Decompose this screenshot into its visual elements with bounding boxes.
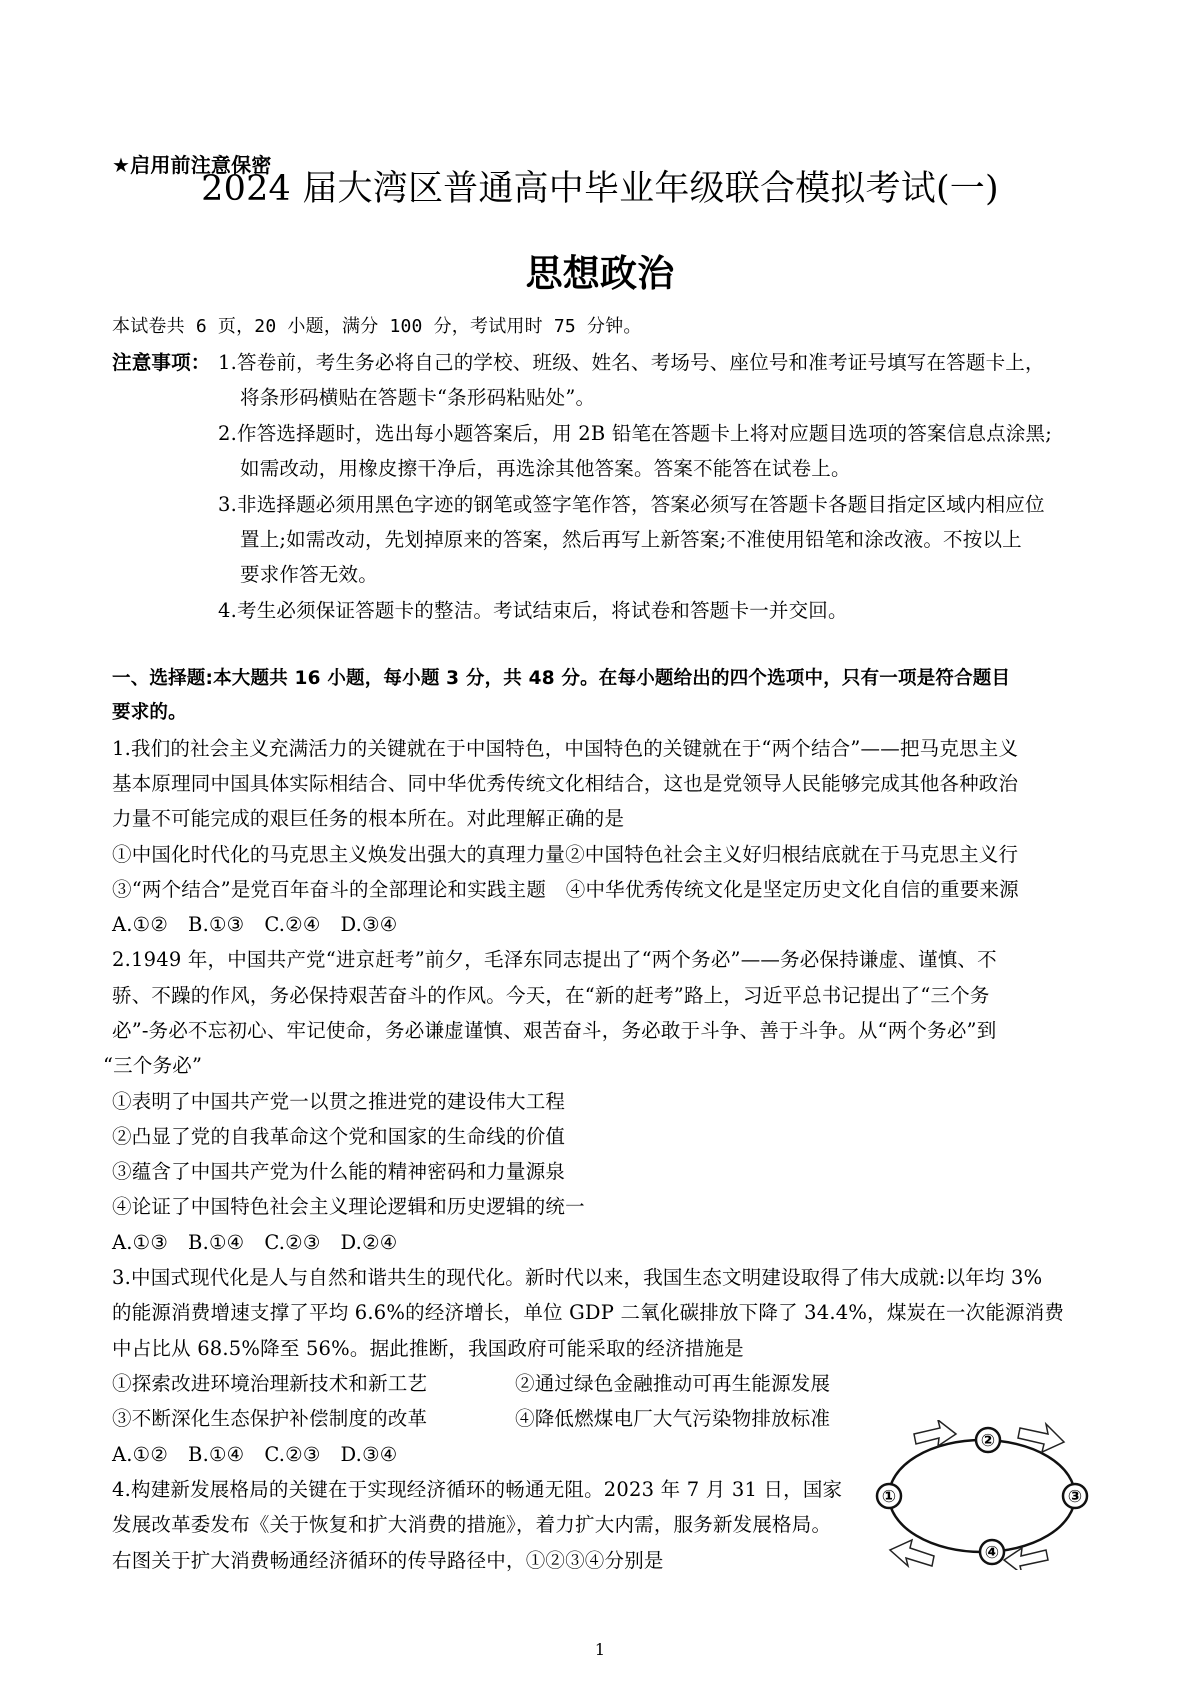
question-4-line: 右图关于扩大消费畅通经济循环的传导路径中，①②③④分别是 [112, 1549, 664, 1572]
answer-choice: C.②③ [264, 1443, 321, 1466]
page-number: 1 [594, 1640, 606, 1659]
question-2-option: ③蕴含了中国共产党为什么能的精神密码和力量源泉 [112, 1160, 566, 1183]
question-3-option: ①探索改进环境治理新技术和新工艺 [112, 1372, 428, 1395]
question-2-option: ④论证了中国特色社会主义理论逻辑和历史逻辑的统一 [112, 1195, 585, 1218]
node-3-label: ③ [1067, 1487, 1083, 1507]
cycle-ellipse [889, 1440, 1075, 1552]
question-1-option: ①中国化时代化的马克思主义焕发出强大的真理力量②中国特色社会主义好归根结底就在于马克思主义行 [112, 843, 1019, 866]
question-4-line: 4.构建新发展格局的关键在于实现经济循环的畅通无阻。2023 年 7 月 31 日，国家 [112, 1478, 843, 1501]
question-1-option: ③“两个结合”是党百年奋斗的全部理论和实践主题 ④中华优秀传统文化是坚定历史文化自信的重要来源 [112, 878, 1019, 901]
answer-choice: B.①④ [188, 1231, 245, 1254]
question-3-line: 的能源消费增速支撑了平均 6.6%的经济增长，单位 GDP 二氧化碳排放下降了 34.4%，煤炭在一次能源消费 [112, 1301, 1065, 1324]
circulation-diagram [870, 1420, 1100, 1570]
section-heading: 一、选择题:本大题共 16 小题，每小题 3 分，共 48 分。在每小题给出的四个选项中，只有一项是符合题目 [112, 668, 1011, 689]
arrow-icon [890, 1540, 934, 1566]
answer-choice: C.②③ [264, 1231, 321, 1254]
question-2-line: 必”-务必不忘初心、牢记使命，务必谦虚谨慎、艰苦奋斗，务必敢于斗争、善于斗争。从“两个务必”到 [112, 1019, 997, 1042]
question-1-line: 基本原理同中国具体实际相结合、同中华优秀传统文化相结合，这也是党领导人民能够完成其他各种政治 [112, 772, 1019, 795]
question-3-answers [112, 1442, 397, 1468]
note-line: 4.考生必须保证答题卡的整洁。考试结束后，将试卷和答题卡一并交回。 [218, 599, 848, 622]
question-4-line: 发展改革委发布《关于恢复和扩大消费的措施》，着力扩大内需，服务新发展格局。 [112, 1513, 832, 1536]
question-3-option: ④降低燃煤电厂大气污染物排放标准 [515, 1407, 831, 1430]
note-line: 1.答卷前，考生务必将自己的学校、班级、姓名、考场号、座位号和准考证号填写在答题卡上， [218, 351, 1045, 374]
node-2-label: ② [980, 1431, 996, 1451]
notes-label: 注意事项： [112, 351, 211, 374]
note-line: 3.非选择题必须用黑色字迹的钢笔或签字笔作答，答案必须写在答题卡各题目指定区域内相应位 [218, 493, 1045, 516]
answer-choice: D.③④ [340, 1443, 398, 1466]
answer-choice: A.①③ [112, 1231, 169, 1254]
node-1-label: ① [881, 1487, 897, 1507]
note-line: 要求作答无效。 [240, 563, 378, 586]
question-3-line: 3.中国式现代化是人与自然和谐共生的现代化。新时代以来，我国生态文明建设取得了伟大成就:以年均 3% [112, 1266, 1043, 1289]
question-2-line: “三个务必” [103, 1054, 203, 1077]
question-2-answers [112, 1230, 397, 1256]
answer-choice: A.①② [112, 913, 169, 936]
confidential-label: ★启用前注意保密 [112, 153, 272, 177]
arrow-icon [1018, 1424, 1064, 1452]
question-3-option: ②通过绿色金融推动可再生能源发展 [515, 1372, 831, 1395]
node-4-label: ④ [984, 1543, 1000, 1563]
answer-choice: C.②④ [264, 913, 321, 936]
question-1-answers [112, 912, 397, 938]
note-line: 置上;如需改动，先划掉原来的答案，然后再写上新答案;不准使用铅笔和涂改液。不按以上 [240, 528, 1022, 551]
question-2-line: 2.1949 年，中国共产党“进京赶考”前夕，毛泽东同志提出了“两个务必”——务必保持谦虚、谨慎、不 [112, 948, 997, 971]
answer-choice: D.③④ [340, 913, 398, 936]
arrow-icon [1004, 1548, 1048, 1570]
note-line: 如需改动，用橡皮擦干净后，再选涂其他答案。答案不能答在试卷上。 [240, 457, 851, 480]
question-2-line: 骄、不躁的作风，务必保持艰苦奋斗的作风。今天，在“新的赶考”路上，习近平总书记提出了“三个务 [112, 984, 990, 1007]
question-2-option: ②凸显了党的自我革命这个党和国家的生命线的价值 [112, 1125, 566, 1148]
answer-choice: D.②④ [340, 1231, 398, 1254]
subject-title: 思想政治 [525, 252, 675, 295]
question-2-option: ①表明了中国共产党一以贯之推进党的建设伟大工程 [112, 1090, 566, 1113]
answer-choice: B.①③ [188, 913, 245, 936]
question-1-line: 力量不可能完成的艰巨任务的根本所在。对此理解正确的是 [112, 807, 625, 830]
question-3-line: 中占比从 68.5%降至 56%。据此推断，我国政府可能采取的经济措施是 [112, 1337, 744, 1360]
question-1-line: 1.我们的社会主义充满活力的关键就在于中国特色，中国特色的关键就在于“两个结合”——把马克思主义 [112, 737, 1019, 760]
question-3-option: ③不断深化生态保护补偿制度的改革 [112, 1407, 428, 1430]
exam-info: 本试卷共 6 页，20 小题，满分 100 分，考试用时 75 分钟。 [112, 316, 642, 337]
note-line: 将条形码横贴在答题卡“条形码粘贴处”。 [240, 386, 596, 409]
answer-choice: A.①② [112, 1443, 169, 1466]
note-line: 2.作答选择题时，选出每小题答案后，用 2B 铅笔在答题卡上将对应题目选项的答案信息点涂黑; [218, 422, 1053, 445]
section-heading-cont: 要求的。 [112, 702, 187, 723]
answer-choice: B.①④ [188, 1443, 245, 1466]
exam-title: 2024 届大湾区普通高中毕业年级联合模拟考试(一) [201, 169, 999, 209]
